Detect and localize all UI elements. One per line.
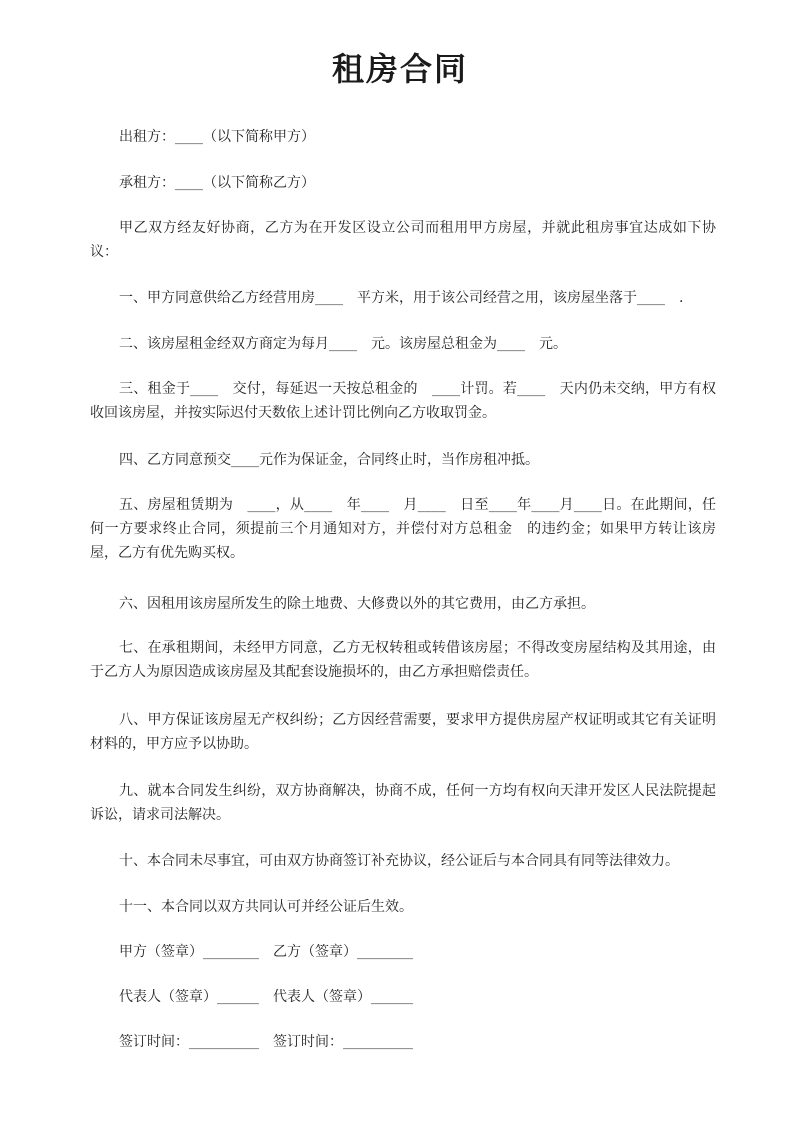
signature-line-parties: 甲方（签章）________ 乙方（签章）________ bbox=[119, 944, 413, 960]
signature-line-representatives: 代表人（签章）______ 代表人（签章）______ bbox=[119, 989, 413, 1005]
clause-2: 二、该房屋租金经双方商定为每月____ 元。该房屋总租金为____ 元。 bbox=[119, 336, 567, 352]
clause-6: 六、因租用该房屋所发生的除土地费、大修费以外的其它费用，由乙方承担。 bbox=[119, 596, 595, 612]
clause-8: 八、甲方保证该房屋无产权纠纷；乙方因经营需要，要求甲方提供房屋产权证明或其它有关证明材料的，甲方应予以协助。 bbox=[90, 712, 716, 752]
clause-7: 七、在承租期间，未经甲方同意，乙方无权转租或转借该房屋；不得改变房屋结构及其用途，由于乙方人为原因造成该房屋及其配套设施损坏的，由乙方承担赔偿责任。 bbox=[90, 640, 716, 680]
clause-11: 十一、本合同以双方共同认可并经公证后生效。 bbox=[119, 899, 413, 915]
lessee-line: 承租方：____（以下简称乙方） bbox=[119, 175, 315, 191]
document-title: 租房合同 bbox=[331, 50, 468, 88]
intro-paragraph: 甲乙双方经友好协商，乙方为在开发区设立公司而租用甲方房屋，并就此租房事宜达成如下协议： bbox=[90, 220, 716, 260]
clause-3: 三、租金于____ 交付，每延迟一天按总租金的 ____计罚。若____ 天内仍未交纳，甲方有权收回该房屋，并按实际迟付天数依上述计罚比例向乙方收取罚金。 bbox=[90, 381, 716, 421]
clause-1: 一、甲方同意供给乙方经营用房____ 平方米，用于该公司经营之用，该房屋坐落于____ . bbox=[119, 290, 684, 306]
clause-10: 十、本合同未尽事宜，可由双方协商签订补充协议，经公证后与本合同具有同等法律效力。 bbox=[119, 853, 679, 869]
clause-5: 五、房屋租赁期为 ____，从____ 年____ 月____ 日至____年____月____日。在此期间，任何一方要求终止合同，须提前三个月通知对方，并偿付对方总租金 的违约金；如果甲方转让该房屋，乙方有优先购买权。 bbox=[90, 497, 716, 561]
clause-9: 九、就本合同发生纠纷，双方协商解决，协商不成，任何一方均有权向天津开发区人民法院提起诉讼，请求司法解决。 bbox=[90, 783, 716, 823]
lessor-line: 出租方：____（以下简称甲方） bbox=[119, 129, 315, 145]
signature-line-dates: 签订时间：__________ 签订时间：__________ bbox=[119, 1034, 413, 1050]
clause-4: 四、乙方同意预交____元作为保证金，合同终止时，当作房租冲抵。 bbox=[119, 452, 539, 468]
